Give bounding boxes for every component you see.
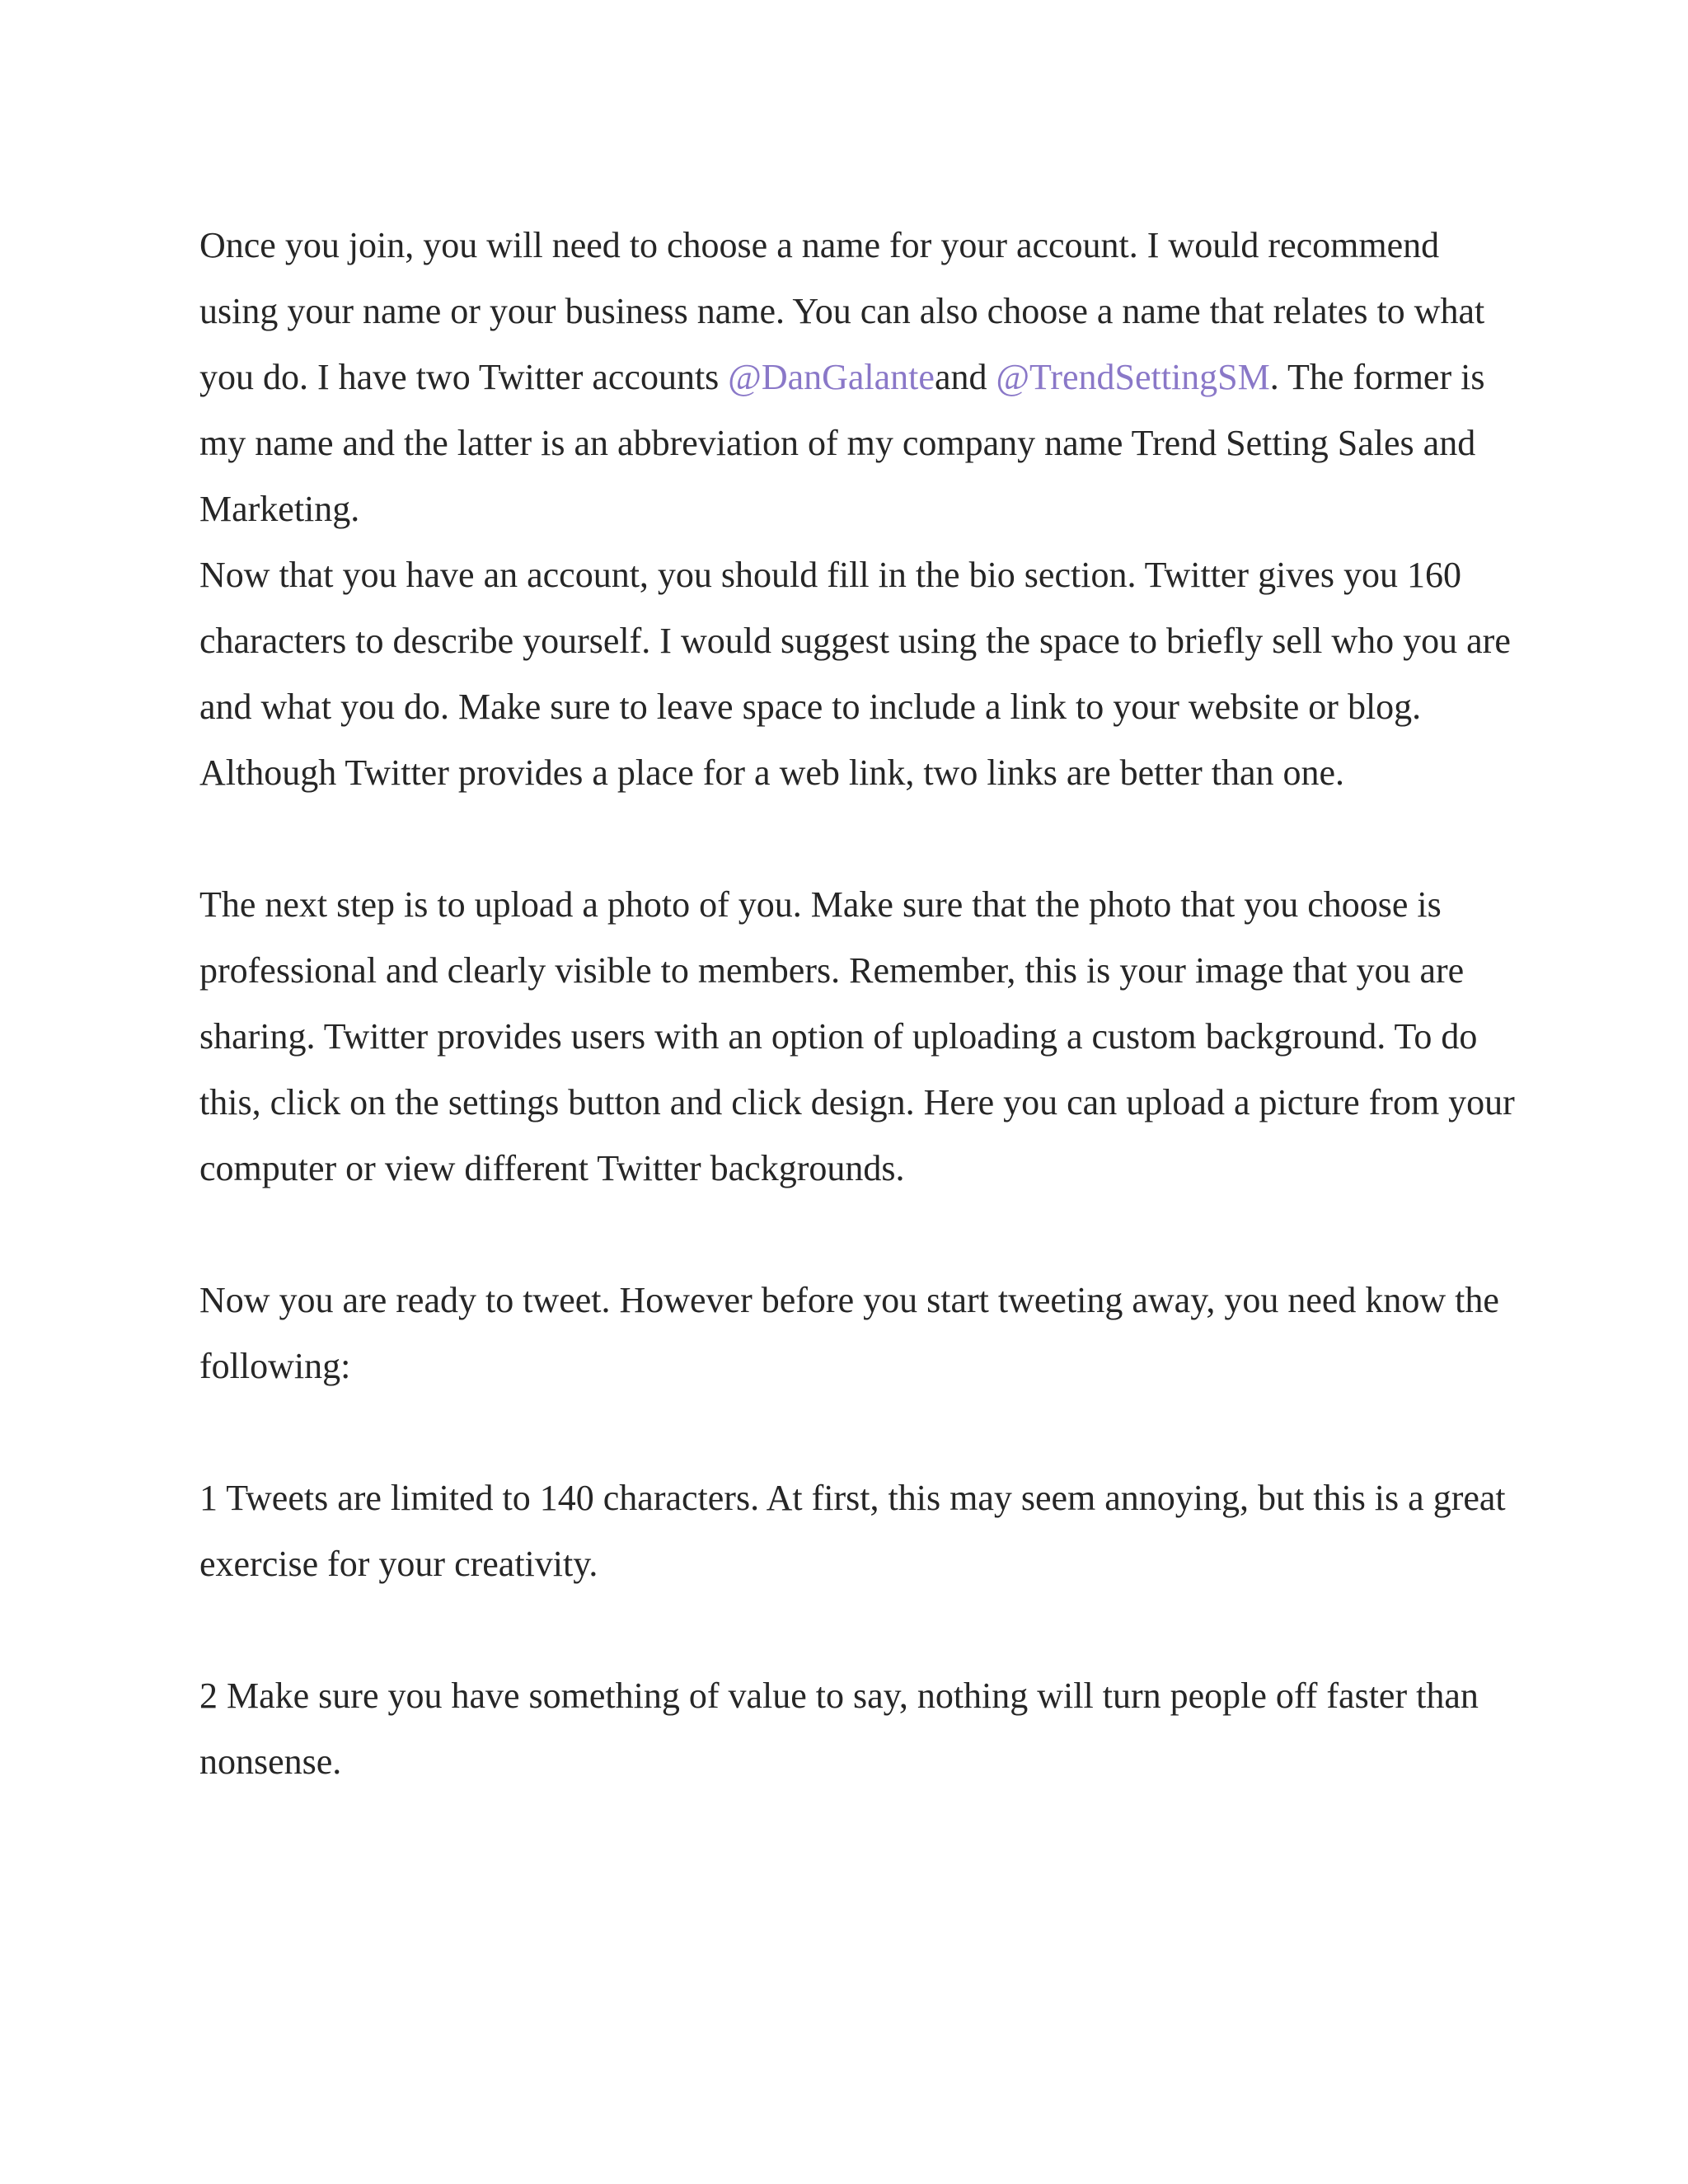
list-item-1-tweet-limit: 1 Tweets are limited to 140 characters. At first, this may seem annoying, but this is a great exercise for your creativity. (199, 1478, 1506, 1584)
account-name-text-3: . The former is my name and the latter is an abbreviation of my company name Trend Setting Sales and Marketing. (199, 357, 1485, 529)
paragraph-ready-to-tweet: Now you are ready to tweet. However before you start tweeting away, you need know the following: (199, 1280, 1499, 1386)
list-item-2-value: 2 Make sure you have something of value to say, nothing will turn people off faster than nonsense. (199, 1675, 1479, 1782)
account-name-text-2: and (934, 357, 996, 397)
document-body (199, 213, 1518, 1795)
paragraph-upload-photo: The next step is to upload a photo of you. Make sure that the photo that you choose is professional and clearly visible to members. Remember, this is your image that you are sharing. Twitter provides users with an option of uploading a custom background. To do this, click on the settings button and click design. Here you can upload a picture from your computer or view different Twitter backgrounds. (199, 884, 1515, 1188)
paragraph-account-name (199, 213, 1518, 542)
account-name-text-1: Once you join, you will need to choose a name for your account. I would recommend using your name or your business name. You can also choose a name that relates to what you do. I have two Twitter accounts (199, 225, 1485, 397)
paragraph-spacer (199, 1202, 1518, 1268)
paragraph-bio-section: Now that you have an account, you should fill in the bio section. Twitter gives you 160 characters to describe yourself. I would suggest using the space to briefly sell who you are and what you do. Make sure to leave space to include a link to your website or blog. Although Twitter provides a place for a web link, two links are better than one. (199, 555, 1511, 793)
trendsettingsm-handle-link[interactable]: @TrendSettingSM (996, 357, 1270, 397)
paragraph-spacer (199, 1597, 1518, 1663)
paragraph-spacer (199, 1399, 1518, 1465)
dangalante-handle-link[interactable]: @DanGalante (728, 357, 935, 397)
paragraph-spacer (199, 806, 1518, 872)
